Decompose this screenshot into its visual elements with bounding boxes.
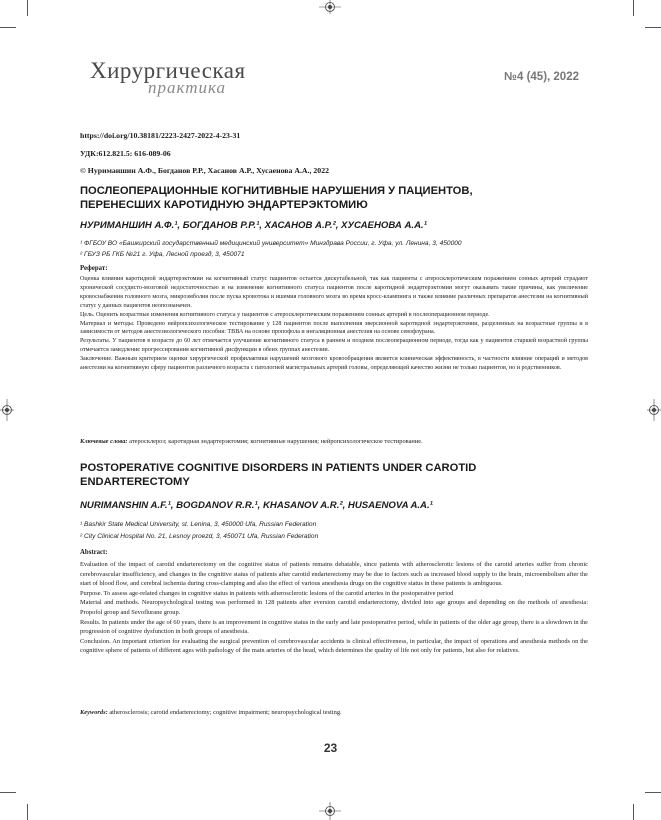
keywords-ru-text: атеросклероз; каротидная эндартерэктомия; когнитивные нарушения; нейропсихологическое тестирование. xyxy=(129,438,423,445)
keywords-en xyxy=(80,709,588,716)
title-ru-line2: ПЕРЕНЕСШИХ КАРОТИДНУЮ ЭНДАРТЕРЭКТОМИЮ xyxy=(80,199,368,211)
registration-mark-right-icon xyxy=(647,399,661,421)
copyright: © Нуриманшин А.Ф., Богданов Р.Р., Хасанов А.Р., Хусаенова А.А., 2022 xyxy=(80,166,329,175)
abstract-ru-purpose: Цель. Оценить возрастные изменения когнитивного статуса у пациентов с атеросклеротическим поражением сонных артерий в послеоперационном периоде. xyxy=(80,311,490,318)
abstract-heading-en: Abstract: xyxy=(80,549,108,556)
crop-line xyxy=(27,0,28,16)
affiliation-ru-2: ² ГБУЗ РБ ГКБ №21 г. Уфа, Лесной проезд, 3, 450071 xyxy=(80,251,245,258)
abstract-ru-conclusion: Заключение. Важным критерием оценки хирургической профилактики нарушений мозгового кровообращения является клиническая эффективность, в частности влияние операций и методов анестезии на когнитивную сферу пациентов различного возраста с патологией магистральных артерий головы, определяющей качество жизни не только пациентов, но и родственников. xyxy=(80,356,588,372)
title-en xyxy=(80,461,580,489)
title-en-line2: ENDARTERECTOMY xyxy=(80,476,190,488)
title-en-line1: POSTOPERATIVE COGNITIVE DISORDERS IN PATIENTS UNDER CAROTID xyxy=(80,462,477,474)
abstract-ru xyxy=(80,275,588,373)
crop-line xyxy=(0,27,16,28)
keywords-en-text: atherosclerosis; carotid endarterectomy; cognitive impairment; neuropsychological testing. xyxy=(109,709,342,716)
affiliation-ru-1: ¹ ФГБОУ ВО «Башкирский государственный медицинский университет» Минздрава России, г. Уфа, ул. Ленина, 3, 450000 xyxy=(80,240,462,247)
crop-line xyxy=(0,792,16,793)
title-ru-line1: ПОСЛЕОПЕРАЦИОННЫЕ КОГНИТИВНЫЕ НАРУШЕНИЯ У ПАЦИЕНТОВ, xyxy=(80,185,473,197)
abstract-en-intro: Evaluation of the impact of carotid endarterectomy on the cognitive status of patients remains debatable, since patients with atherosclerotic lesions of the carotid arteries suffer from chronic cerebrovascular insufficiency, and changes in the cognitive status of patients after carotid endarterectomy may be due to factors such as increased blood supply to the brain, microembolism after the start of blood flow, and cerebral ischemia during cross-clamping and also the effect of various anesthesia drugs on the cognitive status in these patients is ambiguous. xyxy=(80,561,588,588)
abstract-ru-intro: Оценка влияния каротидной эндартерэктомии на когнитивный статус пациентов остается дискутабельной, так как пациенты с атеросклеротическим поражением сонных артерий страдают хронической сосудисто-мозговой недостаточностью и на изменение когнитивного статуса пациентов после каротидной эндартерэктомии могут оказывать такие причины, как увеличение кровоснабжения головного мозга, микроэмболия после пуска кровотока и ишемия головного мозга во время кросс-клампинга и также влияние различных препаратов анестезии на когнитивный статус у данных пациентов неопознаначен. xyxy=(80,276,588,309)
issue-number: №4 (45), 2022 xyxy=(504,71,579,83)
affiliation-en-1: ¹ Bashkir State Medical University, st. Lenina, 3, 450000 Ufa, Russian Federation xyxy=(80,521,317,528)
affiliation-en-2: ² City Clinical Hospital No. 21, Lesnoy proezd, 3, 450071 Ufa, Russian Federation xyxy=(80,533,319,540)
abstract-ru-results: Результаты. У пациентов в возрасте до 60 лет отмечается улучшение когнитивного статуса в раннем и позднем послеоперационном периоде, тогда как у пациентов старшей возрастной группы отмечается замедление прогрессирования когнитивной дисфункции в обеих группах анестезии. xyxy=(80,338,588,354)
abstract-en-conclusion: Conclusion. An important criterion for evaluating the surgical prevention of cerebrovascular accidents is clinical effectiveness, in particular, the impact of operations and anesthesia methods on the cognitive sphere of patients of different ages with pathology of the main arteries of the head, which determines the quality of life not only for patients, but also for relatives. xyxy=(80,637,588,655)
journal-logo xyxy=(90,58,246,97)
abstract-heading-ru: Реферат: xyxy=(80,265,108,272)
keywords-ru xyxy=(80,438,588,445)
udc-code: УДК:612.821.5: 616-089-06 xyxy=(80,149,171,158)
crop-line xyxy=(645,792,661,793)
authors-ru: НУРИМАНШИН А.Ф.¹, БОГДАНОВ Р.Р.¹, ХАСАНОВ А.Р.², ХУСАЕНОВА А.А.¹ xyxy=(80,220,427,231)
logo-main-text: Хирургическая xyxy=(90,58,246,83)
doi-link[interactable]: https://doi.org/10.38181/2223-2427-2022-4-23-31 xyxy=(80,131,241,140)
registration-mark-left-icon xyxy=(0,399,14,421)
authors-en: NURIMANSHIN A.F.¹, BOGDANOV R.R.¹, KHASANOV A.R.², HUSAENOVA A.A.¹ xyxy=(80,500,433,511)
title-ru xyxy=(80,184,580,212)
registration-mark-top-icon xyxy=(319,0,341,14)
abstract-en-purpose: Purpose. To assess age-related changes in cognitive status in patients with atherosclerotic lesions of the carotid arteries in the postoperative period xyxy=(80,589,454,597)
abstract-en xyxy=(80,560,588,656)
crop-line xyxy=(633,0,634,16)
crop-line xyxy=(27,804,28,820)
page-number: 23 xyxy=(323,741,338,755)
keywords-ru-label: Ключевые слова: xyxy=(80,438,128,445)
abstract-en-results: Results. In patients under the age of 60 years, there is an improvement in cognitive status in the early and late postoperative period, while in patients of the older age group, there is a slowdown in the progression of cognitive dysfunction in both groups of anesthesia. xyxy=(80,618,588,636)
abstract-en-methods: Material and methods. Neuropsychological testing was performed in 128 patients after eversion carotid endarterectomy, divided into age groups and depending on the methods of anesthesia: Propofol group and Sevoflurane group. xyxy=(80,599,588,616)
registration-mark-bottom-icon xyxy=(319,802,341,820)
crop-line xyxy=(645,27,661,28)
crop-line xyxy=(633,804,634,820)
logo-sub-text: практика xyxy=(148,78,227,97)
keywords-en-label: Keywords: xyxy=(80,709,108,716)
abstract-ru-methods: Материал и методы. Проведено нейропсихологическое тестирование у 128 пациентов после выполнения эверсионной каротидной эндартерэктомии, разделенных на возрастные группы и в зависимости от методов анестезиологического пособия: ТВВА на основе пропофола и ингаляционная анестезия на основе севофлурана. xyxy=(80,320,588,336)
